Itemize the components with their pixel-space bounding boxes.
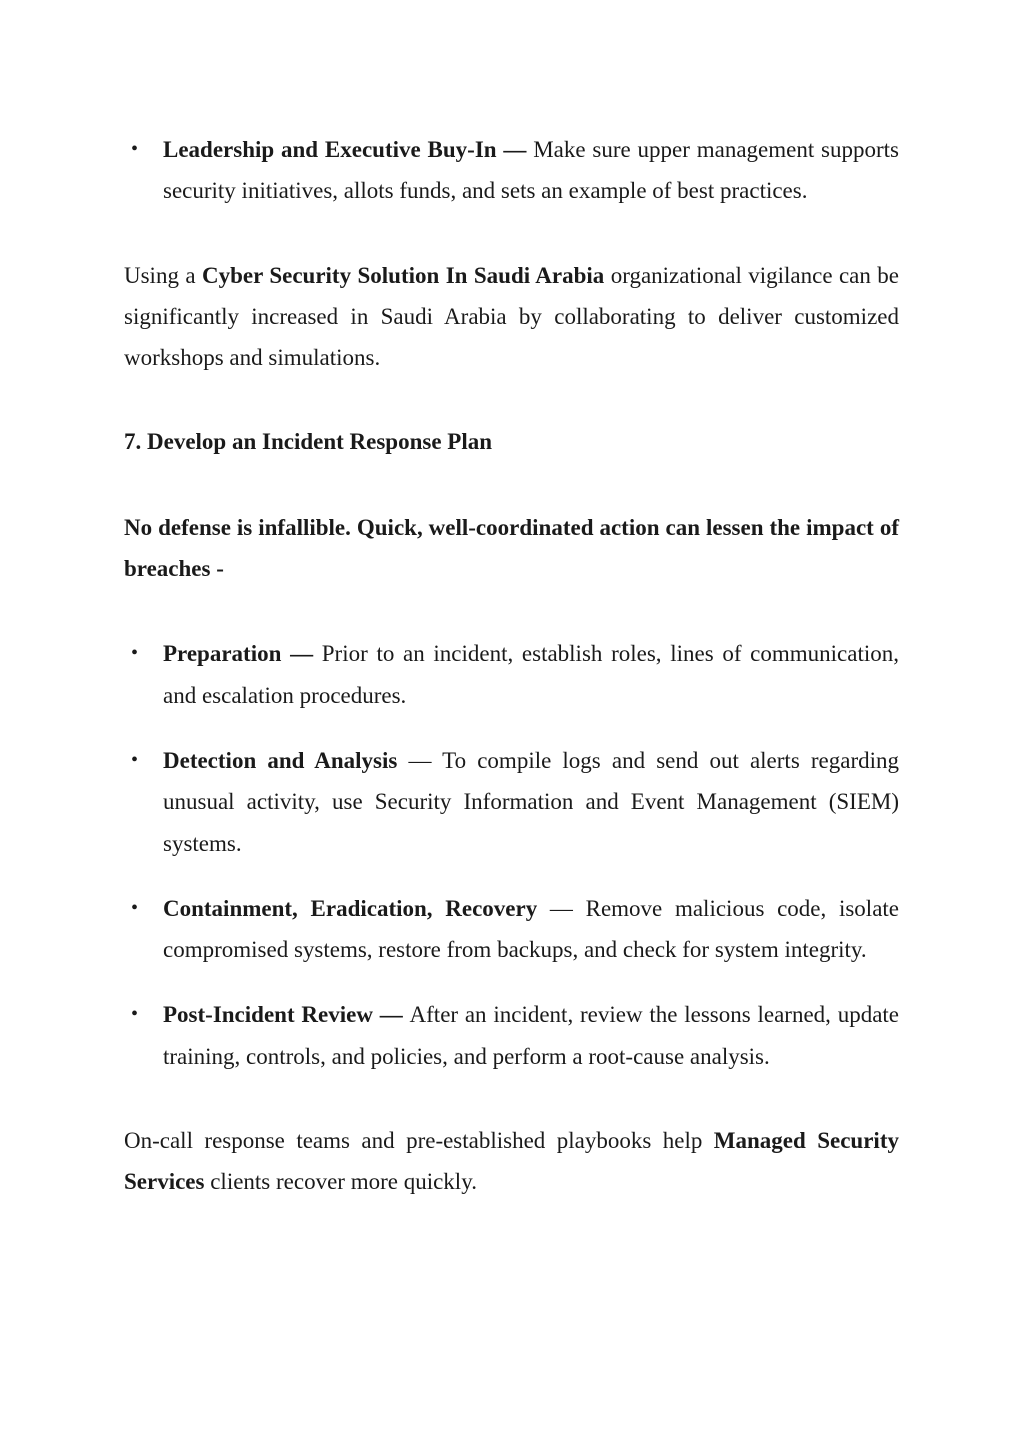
paragraph-emphasis: Managed Security Services (124, 1128, 899, 1195)
bullet-icon: • (131, 896, 139, 919)
bullet-dash: — (537, 895, 586, 921)
list-item (124, 994, 899, 1077)
incident-response-list (124, 633, 899, 1077)
bullet-term: Leadership and Executive Buy-In (163, 137, 497, 162)
bullet-text: Prior to an incident, establish roles, lines of communication, and escalation procedures. (163, 641, 899, 708)
bullet-term: Containment, Eradication, Recovery (163, 895, 538, 921)
bullet-icon: • (131, 642, 139, 665)
bullet-text: After an incident, review the lessons learned, update training, controls, and policies, and perform a root-cause analysis. (163, 1002, 900, 1069)
section-heading: 7. Develop an Incident Response Plan (124, 429, 493, 455)
list-item (124, 740, 899, 864)
paragraph-text: clients recover more quickly. (204, 1169, 477, 1195)
paragraph-emphasis: Cyber Security Solution In Saudi Arabia (202, 262, 605, 288)
closing-paragraph (124, 1120, 899, 1203)
document-page (124, 129, 899, 1203)
bullet-term: Post-Incident Review (163, 1002, 373, 1028)
bullet-text: Make sure upper management supports security initiatives, allots funds, and sets an example of best practices. (163, 137, 900, 204)
list-item (124, 129, 899, 212)
bullet-dash: — (372, 1002, 410, 1028)
bullet-text: Remove malicious code, isolate compromised systems, restore from backups, and check for system integrity. (163, 895, 899, 963)
bullet-icon: • (131, 1003, 139, 1026)
bullet-dash: — (397, 747, 443, 773)
list-item (124, 888, 899, 971)
bullet-icon: • (131, 138, 139, 160)
bullet-term: Detection and Analysis (163, 747, 398, 773)
paragraph-text: On-call response teams and pre-established playbooks help (124, 1128, 714, 1154)
intro-bullet-list (124, 129, 899, 212)
bullet-text: To compile logs and send out alerts regarding unusual activity, use Security Information and Event Management (SIEM) systems. (163, 747, 899, 856)
bullet-term: Preparation (163, 641, 282, 667)
bullet-icon: • (131, 748, 139, 771)
paragraph-text: Using a (124, 262, 202, 288)
section-lead: No defense is infallible. Quick, well-coordinated action can lessen the impact of breaches - (124, 514, 899, 582)
bullet-dash: — (281, 641, 322, 667)
paragraph-cyber-security (124, 255, 899, 379)
paragraph-text: organizational vigilance can be significantly increased in Saudi Arabia by collaborating to deliver customized workshops and simulations. (124, 262, 899, 371)
bullet-dash: — (496, 137, 534, 162)
list-item (124, 633, 899, 716)
